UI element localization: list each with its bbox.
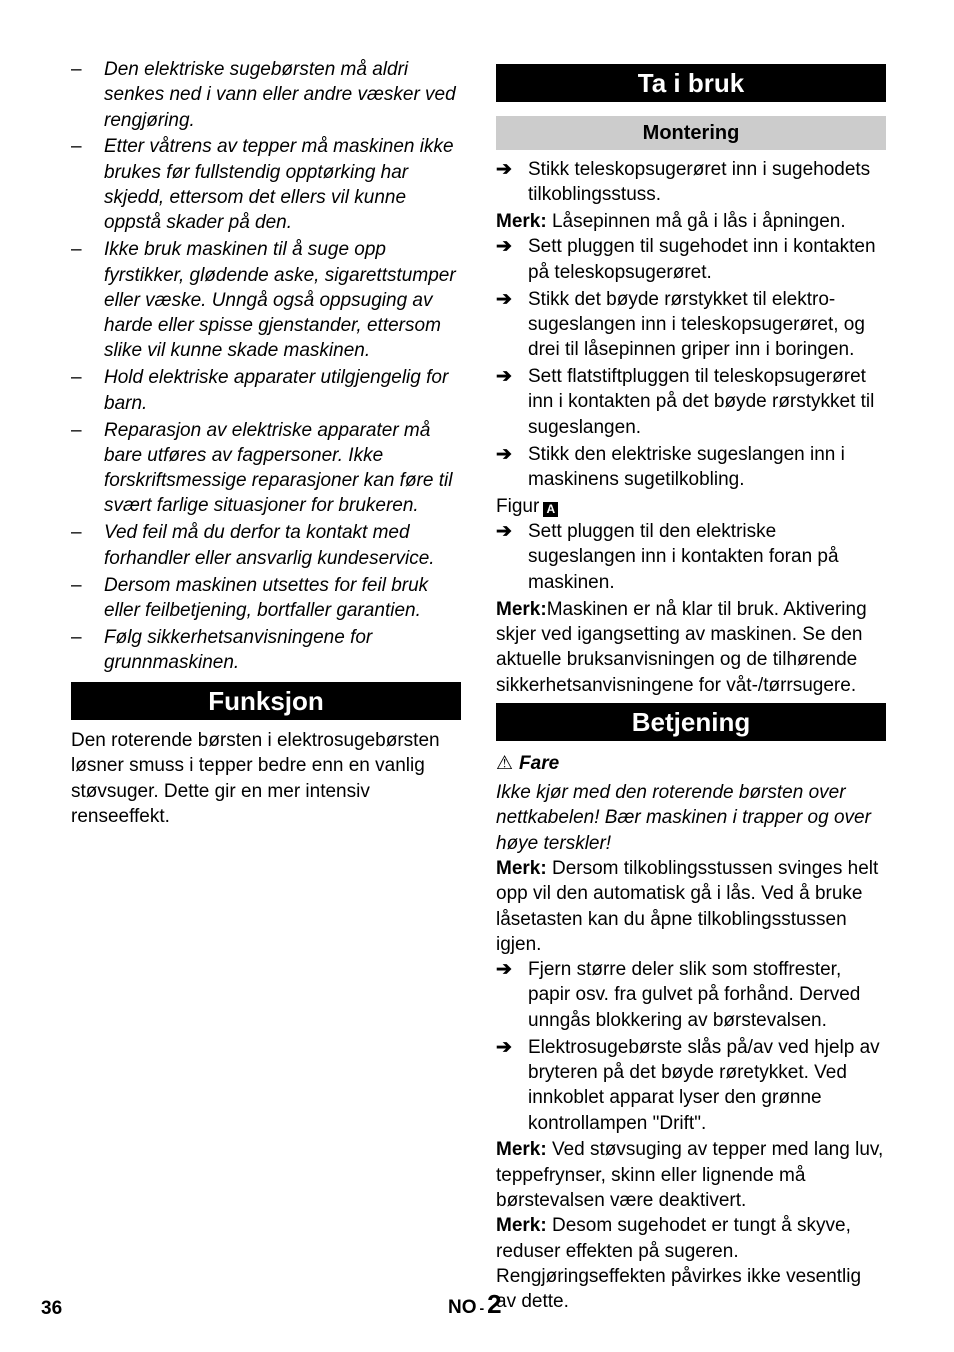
figure-a-box: A [543, 502, 558, 517]
step-item: ➔ Stikk teleskopsugerøret inn i sugehodets tilkoblingsstuss. [496, 159, 871, 206]
arrow-icon: ➔ [496, 959, 512, 981]
step-item: ➔ Sett pluggen til sugehodet inn i kontakten på teleskopsugerøret. [496, 236, 876, 283]
warning-triangle-icon: ⚠ [496, 752, 514, 774]
list-item: – Hold elektriske apparater utilgjengelig for barn. [71, 367, 449, 414]
list-item: – Følg sikkerhetsanvisningene for grunnmaskinen. [71, 626, 373, 673]
section-heading-ta-i-bruk: Ta i bruk [496, 64, 886, 102]
section-heading-funksjon: Funksjon [71, 682, 461, 720]
safety-list [71, 57, 461, 682]
step-item: ➔ Elektrosugebørste slås på/av ved hjelp av bryteren på det bøyde røretykket. Ved innkoblet apparat lyser den grønne kontrollampen "Drift". [496, 1036, 880, 1134]
arrow-icon: ➔ [496, 443, 512, 465]
arrow-icon: ➔ [496, 288, 512, 310]
step-item: ➔ Sett pluggen til den elektriske sugeslangen inn i kontakten foran på maskinen. [496, 521, 839, 593]
arrow-icon: ➔ [496, 159, 512, 180]
right-column [496, 57, 886, 1315]
note: Merk: Ved støvsuging av tepper med lang luv, teppefrynser, skinn eller lignende må børstevalsen være deaktivert. [496, 1139, 884, 1212]
list-item: – Ikke bruk maskinen til å suge opp fyrstikker, glødende aske, sigarettstumper eller væske. Unngå også oppsuging av harde eller spisse gjenstander, ettersom slike vil kunne skade maskinen. [71, 239, 456, 362]
arrow-icon: ➔ [496, 521, 512, 543]
step-item: ➔ Stikk det bøyde rørstykket til elektro-sugeslangen inn i teleskopsugerøret, og drei til låsepinnen griper inn i boringen. [496, 288, 865, 361]
list-item: – Den elektriske sugebørsten må aldri senkes ned i vann eller andre væsker ved rengjøring. [71, 59, 456, 131]
page-number: 36 [41, 1298, 63, 1319]
arrow-icon: ➔ [496, 236, 512, 258]
note: Merk: Låsepinnen må gå i lås i åpningen. [496, 211, 846, 233]
left-column [71, 57, 461, 829]
warning-heading: ⚠ Fare [496, 752, 560, 774]
section-page-label: NO - 2 [448, 1289, 502, 1319]
warning-text: Ikke kjør med den roterende børsten over nettkabelen! Bær maskinen i trapper og over høye terskler! [496, 782, 871, 854]
funksjon-text: Den roterende børsten i elektrosugebørsten løsner smuss i tepper bedre enn en vanlig støvsuger. Dette gir en mer intensiv renseeffekt. [71, 730, 440, 827]
section-heading-betjening: Betjening [496, 703, 886, 741]
list-item: – Reparasjon av elektriske apparater må bare utføres av fagpersoner. Ikke forskriftsmessige reparasjoner kan føre til svært farlige situasjoner for brukeren. [71, 419, 453, 517]
step-item: ➔ Sett flatstiftpluggen til teleskopsugerøret inn i kontakten på det bøyde rørstykket til sugeslangen. [496, 366, 875, 438]
step-item: ➔ Stikk den elektriske sugeslangen inn i maskinens sugetilkobling. [496, 443, 845, 490]
note: Merk:Maskinen er nå klar til bruk. Aktivering skjer ved igangsetting av maskinen. Se den aktuelle bruksanvisningen og de tilhørende sikkerhetsanvisningene for våt-/tørrsugere. [496, 598, 867, 696]
subheading-montering: Montering [496, 116, 886, 150]
list-item: – Etter våtrens av tepper må maskinen ikke brukes før fullstendig opptørking har skjedd, ettersom det ellers vil kunne oppstå skader på den. [71, 136, 454, 234]
step-item: ➔ Fjern større deler slik som stoffrester, papir osv. fra gulvet på forhånd. Derved unngås blokkering av børstevalsen. [496, 959, 861, 1031]
arrow-icon: ➔ [496, 366, 512, 388]
list-item: – Dersom maskinen utsettes for feil bruk eller feilbetjening, bortfaller garantien. [71, 574, 429, 621]
figure-reference: Figur A [496, 494, 886, 519]
note: Merk: Desom sugehodet er tungt å skyve, reduser effekten på sugeren. Rengjøringseffekten påvirkes ikke vesentlig av dette. [496, 1215, 862, 1313]
arrow-icon: ➔ [496, 1036, 512, 1058]
note: Merk: Dersom tilkoblingsstussen svinges helt opp vil den automatisk gå i lås. Ved å bruke låsetasten kan du åpne tilkoblingsstussen igjen. [496, 857, 879, 955]
list-item: – Ved feil må du derfor ta kontakt med forhandler eller ansvarlig kundeservice. [71, 522, 435, 569]
